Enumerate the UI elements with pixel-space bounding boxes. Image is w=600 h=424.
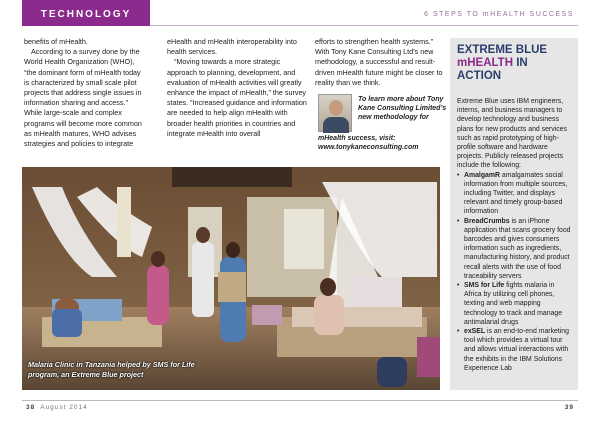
page-number-right: 39 [564,404,574,411]
section-tag: TECHNOLOGY [22,0,150,26]
bio-tail [318,134,458,152]
list-item [457,217,572,281]
paragraph: eHealth and mHealth interoperability into health services. [167,37,297,57]
header-divider [150,25,578,26]
article-column-1 [24,37,144,149]
sidebar-subtitle [457,57,572,83]
project-name: AmalgamR [464,171,500,179]
project-desc: fights malaria in Africa by utilizing cell phones, texting and web mapping technology to track and manage antimalarial drugs [464,282,563,326]
sidebar-subtitle-rest: IN ACTION [457,57,528,82]
project-desc: is an iPhone application that scans grocery food barcodes and gives consumers information such as ingredients, manufacturing history, and product recall alerts with the use of food traceability servers [464,217,571,280]
sidebar-subtitle-mhealth: mHEALTH [457,57,514,69]
photo-caption: Malaria Clinic in Tanzania helped by SMS for Life program, an Extreme Blue project [28,360,195,379]
bio-text: To learn more about Tony Kane Consulting Limited’s new methodology for [358,96,447,122]
sidebar-title: EXTREME BLUE [457,44,548,56]
series-title: 6 STEPS TO mHEALTH SUCCESS [424,11,574,18]
clinic-photo [22,167,440,390]
project-list [457,171,572,373]
list-item [457,281,572,327]
article-column-2 [167,37,307,139]
paragraph: benefits of mHealth. [24,37,88,46]
bio-line: mHealth success, visit: [318,135,396,142]
article-column-3 [315,37,447,88]
page-number-left: 38 [26,404,36,411]
list-item [457,171,572,217]
footer-left [26,404,88,411]
bio-url-link[interactable]: www.tonykaneconsulting.com [318,144,419,152]
list-item [457,327,572,373]
author-photo [318,94,352,132]
footer-divider [22,400,578,401]
project-name: exSEL [464,328,486,336]
paragraph: “Moving towards a more strategic approach to planning, development, and evaluation of mHealth activities will greatly enhance the impact of mHealth,” the survey states. “Increased guidance and information are needed to help align mHealth with broader health priorities in countries and integrate mHealth into overall [167,57,307,138]
bullet-icon: • [457,171,460,179]
paragraph: efforts to strengthen health systems.” With Tony Kane Consulting Ltd’s new methodology, a successful and result-driven mHealth future might be closer to reality than we think. [315,37,443,87]
bullet-icon: • [457,282,460,290]
project-name: BreadCrumbs [464,217,510,225]
sidebar-intro: Extreme Blue uses IBM engineers, interns, and business managers to develop technology and business plans for new products and services such as rapid prototyping of high-profile software and hardware projects. Publicly released projects include the following: [457,98,567,170]
paragraph: According to a survey done by the World Health Organization (WHO), “the dominant form of mHealth today is characterized by small scale pilot projects that address single issues in information sharing and access.” While large-scale and complex programs will become more common as mHealth matures, WHO advises strategies and policies to integrate [24,47,142,149]
project-desc: amalgamates social information from multiple sources, including Twitter, and displays relevant and timely group-based information [464,171,568,216]
project-desc: is an end-to-end marketing tool which provides a virtual tour and allows virtual interactions with the exhibits in the IBM Solutions Experience Lab [464,328,569,372]
sidebar-box [450,38,578,390]
project-name: SMS for Life [464,282,505,290]
issue-date: August 2014 [40,404,88,411]
bullet-icon: • [457,328,460,336]
bullet-icon: • [457,217,460,225]
